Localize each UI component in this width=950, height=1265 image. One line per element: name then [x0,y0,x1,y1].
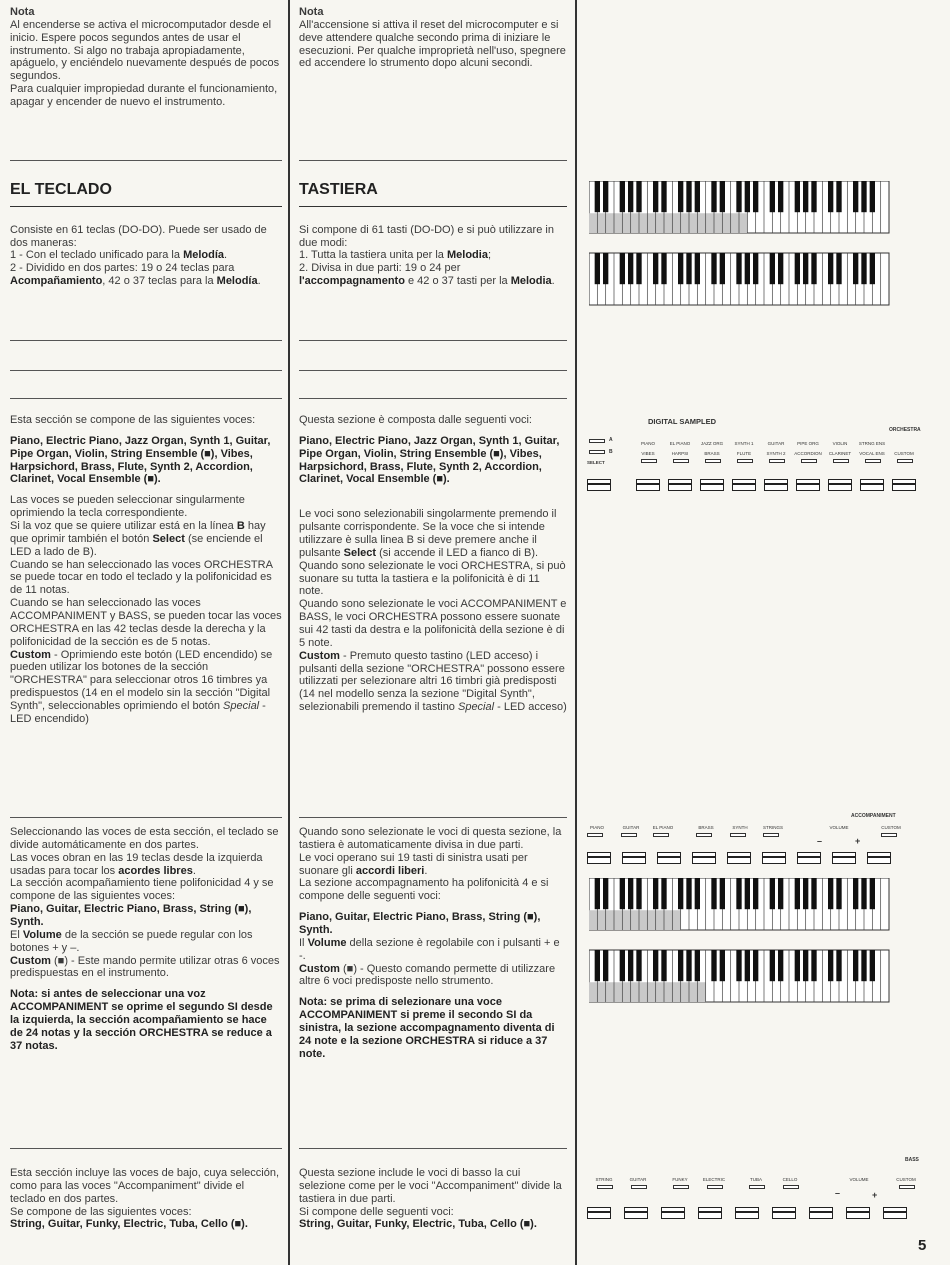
it-rule-5 [299,817,567,818]
it-accompaniment-section [299,826,567,1061]
it-rule-4 [299,398,567,399]
keyboard-acc-lower [589,950,889,1002]
acc-led-2 [653,833,669,837]
bass-label-4: TUBA [749,1177,762,1182]
es-acc-p4: El Volume de la sección se puede regular con los botones + y –. [10,928,253,954]
voice-led-4 [769,459,785,463]
select-button[interactable] [587,479,611,491]
es-acc-p5: Custom (■) - Este mando permite utilizar otras 6 voces predispuestas en el instrumento. [10,954,280,980]
voice-button-2[interactable] [700,479,724,491]
es-nota-p1: Al encenderse se activa el microcomputador desde el inicio. Espere pocos segundos antes de usar el instrumento. Si algo no trabaja apropiadamente, apáguelo, y enciéndelo nuevamente después de pocos segundos. [10,18,280,83]
es-acc-p3: La sección acompañamiento tiene polifonicidad 4 y se compone de las siguientes voces: [10,877,274,903]
bass-button-8[interactable] [883,1207,907,1219]
acc-button-3[interactable] [692,852,716,864]
acc-button-6[interactable] [797,852,821,864]
it-rule-6 [299,1148,567,1149]
acc-label-3: BRASS [698,825,714,830]
acc-button-4[interactable] [727,852,751,864]
bass-label-3: ELECTRIC [702,1177,726,1182]
it-bass-p1: Questa sezione include le voci di basso la cui selezione come per le voci "Accompaniment" divide la tastiera in due parti. [299,1167,562,1205]
es-teclado-line1: 1 - Con el teclado unificado para la Melodía. [10,249,228,262]
voice-button-7[interactable] [860,479,884,491]
it-bass-p2: Si compone delle seguenti voci: [299,1205,454,1218]
it-orch-voices: Piano, Electric Piano, Jazz Organ, Synth 1, Guitar, Pipe Organ, Violin, String Ensemble (■), Vibes, Harpsichord, Brass, Flute, Synth 2, Accordion, Clarinet, Vocal Ensemble (■). [299,434,560,486]
bass-label-1: GUITAR [629,1177,647,1182]
voice-label-b-3: FLUTE [736,451,752,456]
es-orchestra-section [10,414,282,726]
voice-button-1[interactable] [668,479,692,491]
bass-label-0: STRING [595,1177,613,1182]
bass-led-1 [631,1185,647,1189]
bass-volume-label: VOLUME [849,1177,869,1182]
voice-label-b-8: CUSTOM [894,451,914,456]
acc-button-2[interactable] [657,852,681,864]
acc-button-0[interactable] [587,852,611,864]
es-orch-p5: Custom - Oprimiendo este botón (LED encendido) se pueden utilizar los botones de la sección "ORCHESTRA" para seleccionar otros 16 timbres ya predispuestos (14 en el modelo sin la sección "Digital Synth", seleccionables oprimiendo el botón Special - LED encendido) [10,648,273,725]
it-rule-3 [299,370,567,371]
bass-volume-plus[interactable]: + [872,1190,878,1200]
voice-button-6[interactable] [828,479,852,491]
acc-label-0: PIANO [589,825,604,830]
it-rule-2 [299,340,567,341]
keyboard-diagram-top [589,181,899,306]
select-label: SELECT [587,460,605,465]
es-acc-voices: Piano, Guitar, Electric Piano, Brass, String (■), Synth. [10,903,252,929]
es-rule-2 [10,340,282,341]
es-orch-p4: Cuando se han seleccionado las voces ACCOMPANIMENT y BASS, se pueden tocar las voces ORCHESTRA en las 42 teclas desde la derecha y la polifonicidad de la sección es de 5 notas. [10,597,282,648]
it-bass-section [299,1167,567,1231]
it-acc-voices: Piano, Guitar, Electric Piano, Brass, String (■), Synth. [299,911,541,937]
acc-led-3 [696,833,712,837]
bass-led-3 [707,1185,723,1189]
acc-button-1[interactable] [622,852,646,864]
voice-label-a-4: GUITAR [767,441,785,446]
it-acc-p3: La sezione accompagnamento ha polifonicità 4 e si compone delle seguenti voci: [299,877,549,903]
bass-led-2 [673,1185,689,1189]
voice-label-a-3: SYNTH 1 [734,441,754,446]
voice-button-4[interactable] [764,479,788,491]
it-orch-p3: Quando sono selezionate le voci ACCOMPANIMENT e BASS, le voci ORCHESTRA possono essere suonate sui 42 tasti da destra e la polifonicità della sezione è di 5 note. [299,598,567,649]
bass-button-6[interactable] [809,1207,833,1219]
led-a [589,439,605,443]
voice-label-b-1: HARPSI [671,451,689,456]
bass-label-2: FUNKY [672,1177,688,1182]
voice-label-a-0: PIANO [640,441,655,446]
voice-label-b-7: VOCAL ENS [859,451,885,456]
it-tastiera-intro: Si compone di 61 tasti (DO-DO) e si può utilizzare in due modi: [299,223,554,249]
it-acc-p5: Custom (■) - Questo comando permette di utilizzare altre 6 voci predisposte nello strumento. [299,962,556,988]
es-nota-title: Nota [10,6,35,18]
voice-button-0[interactable] [636,479,660,491]
voice-button-3[interactable] [732,479,756,491]
bass-panel [583,1154,933,1224]
it-orchestra-section [299,414,567,714]
it-bass-voices: String, Guitar, Funky, Electric, Tuba, Cello (■). [299,1218,537,1231]
es-teclado-section [10,181,282,288]
keyboard-upper [589,181,889,233]
acc-label-4: SYNTH [732,825,748,830]
acc-button-5[interactable] [762,852,786,864]
acc-led-1 [621,833,637,837]
acc-button-7[interactable] [832,852,856,864]
bass-led-5 [783,1185,799,1189]
voice-led-2 [705,459,721,463]
it-tastiera-section [299,181,567,288]
it-nota-title: Nota [299,6,324,18]
es-orch-p2: Si la voz que se quiere utilizar está en la línea B hay que oprimir también el botón Select (se enciende el LED a lado de B). [10,520,266,558]
bass-led-7 [899,1185,915,1189]
page-number: 5 [918,1237,927,1254]
it-orch-intro: Questa sezione è composta dalle seguenti voci: [299,414,532,426]
bass-button-5[interactable] [772,1207,796,1219]
orchestra-section-label: ORCHESTRA [889,427,921,433]
es-nota-p2: Para cualquier impropiedad durante el funcionamiento, apagar y encender de nuevo el instrumento. [10,83,278,109]
line-b-label: B [609,449,613,455]
es-bass-p1: Esta sección incluye las voces de bajo, cuya selección, como para las voces "Accompaniment" divide el teclado en dos partes. [10,1167,280,1205]
voice-label-a-5: PIPE ORG [797,441,819,446]
accompaniment-panel [583,812,933,872]
voice-led-8 [897,459,913,463]
it-acc-p2: Le voci operano sui 19 tasti di sinistra usati per suonare gli accordi liberi. [299,851,528,877]
es-rule-6 [10,1148,282,1149]
voice-led-3 [737,459,753,463]
es-acc-p2: Las voces obran en las 19 teclas desde la izquierda usadas para tocar los acordes libres. [10,851,263,877]
keyboard-acc-upper [589,878,889,930]
column-divider-left [288,0,290,1265]
keyboard-lower [589,253,889,305]
bass-volume-minus[interactable]: – [835,1188,841,1198]
it-tastiera-line2: 2. Divisa in due parti: 19 o 24 per l'accompagnamento e 42 o 37 tasti per la Melodia. [299,262,555,288]
es-orch-p1: Las voces se pueden seleccionar singularmente oprimiendo la tecla correspondiente. [10,494,245,520]
voice-label-a-1: EL PIANO [669,441,691,446]
it-tastiera-line1: 1. Tutta la tastiera unita per la Melodia; [299,249,491,262]
voice-led-0 [641,459,657,463]
acc-button-8[interactable] [867,852,891,864]
es-bass-p2: Se compone de las siguientes voces: [10,1205,192,1218]
it-orch-p2: Quando sono selezionate le voci ORCHESTRA, si può suonare su tutta la tastiera e la polifonicità è di 11 note. [299,559,566,598]
column-divider-right [575,0,577,1265]
it-acc-p4: Il Volume della sezione è regolabile con i pulsanti + e -. [299,936,560,962]
bass-button-2[interactable] [661,1207,685,1219]
keyboard-diagram-accompaniment [589,878,899,1003]
orchestra-panel [583,415,933,495]
es-orch-p3: Cuando se han seleccionado las voces ORCHESTRA se puede tocar en todo el teclado y la polifonicidad es de 11 notas. [10,558,273,597]
es-rule-3 [10,370,282,371]
spanish-column [10,6,290,109]
es-rule-5 [10,817,282,818]
it-acc-note: Nota: se prima di selezionare una voce ACCOMPANIMENT si preme il secondo SI da sinistra, la sezione accompagnamento diventa di 24 note e la sezione ORCHESTRA si riduce a 37 note. [299,996,555,1060]
es-acc-note: Nota: si antes de seleccionar una voz ACCOMPANIMENT se oprime el segundo SI desde la izquierda, la sección acompañamiento se hace de 24 notas y la sección ORCHESTRA se reduce a 37 notas. [10,988,273,1052]
voice-label-b-6: CLARINET [828,451,852,456]
voice-label-b-5: ACCORDION [794,451,822,456]
bass-section-label: BASS [905,1157,919,1163]
es-teclado-line2: 2 - Dividido en dos partes: 19 o 24 teclas para Acompañamiento, 42 o 37 teclas para la Melodía. [10,262,261,288]
bass-button-0[interactable] [587,1207,611,1219]
orchestra-panel-title: DIGITAL SAMPLED [648,417,717,426]
acc-led-7 [881,833,897,837]
it-orch-p1: Le voci sono selezionabili singolarmente premendo il pulsante corrispondente. Se la voce che si intende utilizzare è sulla linea B si deve premere anche il pulsante Select (si accende il LED a fianco di B). [299,508,557,559]
bass-button-7[interactable] [846,1207,870,1219]
bass-led-4 [749,1185,765,1189]
acc-led-0 [587,833,603,837]
acc-volume-label: VOLUME [829,825,849,830]
acc-led-4 [730,833,746,837]
es-accompaniment-section [10,826,282,1053]
voice-label-a-6: VIOLIN [832,441,848,446]
acc-led-5 [763,833,779,837]
es-bass-voices: String, Guitar, Funky, Electric, Tuba, Cello (■). [10,1218,248,1231]
voice-label-a-2: JAZZ ORG [700,441,724,446]
italian-column [299,6,567,70]
bass-button-3[interactable] [698,1207,722,1219]
es-acc-p1: Seleccionando las voces de esta sección, el teclado se divide automáticamente en dos partes. [10,826,279,851]
acc-label-7: CUSTOM [881,825,901,830]
voice-led-7 [865,459,881,463]
line-a-label: A [609,437,613,443]
voice-led-5 [801,459,817,463]
voice-button-5[interactable] [796,479,820,491]
voice-label-a-7: STRNG ENS [858,441,886,446]
it-orch-p4: Custom - Premuto questo tastino (LED acceso) i pulsanti della sezione "ORCHESTRA" possono essere utilizzati per selezionare altri 16 timbri già predisposti (14 nel modello senza la sezione "Digital Synth", selezionabili premendo il tastino Special - LED acceso) [299,649,567,714]
it-tastiera-title: TASTIERA [299,181,567,207]
bass-label-7: CUSTOM [896,1177,916,1182]
accompaniment-section-label: ACCOMPANIMENT [851,813,896,819]
led-b [589,450,605,454]
voice-label-b-0: VIBES [641,451,655,456]
acc-label-1: GUITAR [622,825,640,830]
bass-button-1[interactable] [624,1207,648,1219]
es-bass-section [10,1167,282,1231]
acc-volume-plus[interactable]: + [855,836,861,846]
it-rule-1 [299,160,567,161]
es-rule-1 [10,160,282,161]
it-acc-p1: Quando sono selezionate le voci di questa sezione, la tastiera è automaticamente divisa in due parti. [299,826,562,851]
voice-button-8[interactable] [892,479,916,491]
es-rule-4 [10,398,282,399]
acc-volume-minus[interactable]: – [817,836,823,846]
acc-label-5: STRINGS [762,825,783,830]
bass-label-5: CELLO [782,1177,798,1182]
es-teclado-intro: Consiste en 61 teclas (DO-DO). Puede ser usado de dos maneras: [10,223,267,249]
voice-led-1 [673,459,689,463]
it-nota-p1: All'accensione si attiva il reset del microcomputer e si deve attendere qualche secondo prima di iniziare le esecuzioni. Per qualche improprietà nell'uso, spegnere ed accendere lo strumento dopo alcuni secondi. [299,18,566,70]
bass-button-4[interactable] [735,1207,759,1219]
acc-label-2: EL PIANO [652,825,674,830]
es-orch-intro: Esta sección se compone de las siguientes voces: [10,414,256,426]
voice-led-6 [833,459,849,463]
voice-label-b-4: SYNTH 2 [766,451,786,456]
bass-led-0 [597,1185,613,1189]
voice-label-b-2: BRASS [704,451,720,456]
es-orch-voices: Piano, Electric Piano, Jazz Organ, Synth 1, Guitar, Pipe Organ, Violin, String Ensemble (■), Vibes, Harpsichord, Brass, Flute, Synth 2, Accordion, Clarinet, Vocal Ensemble (■). [10,434,271,486]
es-teclado-title: EL TECLADO [10,181,282,207]
